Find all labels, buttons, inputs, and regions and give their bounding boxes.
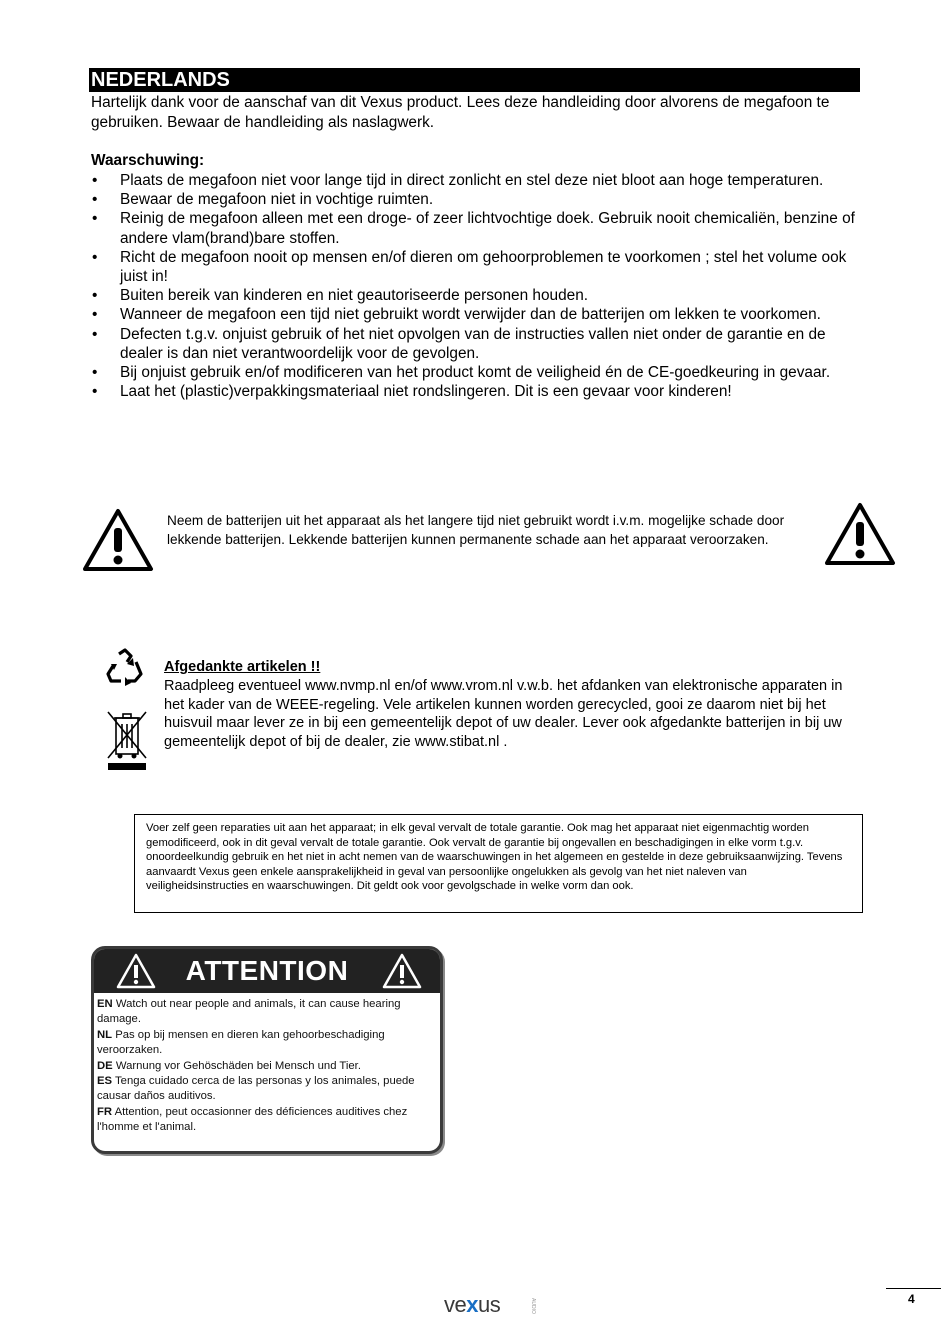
attention-line-text: Attention, peut occasionner des déficiences auditives chez l'homme et l'animal. <box>97 1105 408 1134</box>
warning-item <box>91 286 866 305</box>
warning-item-text: Laat het (plastic)verpakkingsmateriaal niet rondslingeren. Dit is een gevaar voor kinderen! <box>120 383 732 401</box>
logo-small-text: AUDIO <box>530 1298 536 1314</box>
disposal-body: Raadpleeg eventueel www.nvmp.nl en/of www.vrom.nl v.w.b. het afdanken van elektronische apparaten in het kader van de WEEE-regeling. Vele artikelen kunnen worden gerecycled, gooi ze daarom niet bij het huisvuil maar lever ze in bij een gemeentelijk depot of uw dealer. Lever ook afgedankte batterijen in bij uw gemeentelijk depot of bij de dealer, zie www.stibat.nl . <box>164 678 843 750</box>
bullet-icon: • <box>92 325 98 343</box>
section-header-bar <box>89 68 860 92</box>
attention-line-text: Warnung vor Gehöschäden bei Mensch und Tier. <box>115 1059 361 1072</box>
language-code: ES <box>97 1075 113 1088</box>
intro-paragraph: Hartelijk dank voor de aanschaf van dit Vexus product. Lees deze handleiding door alvorens de megafoon te gebruiken. Bewaar de handleiding als naslagwerk. <box>91 94 830 131</box>
attention-line-text: Pas op bij mensen en dieren kan gehoorbeschadiging veroorzaken. <box>97 1028 385 1057</box>
attention-line <box>97 1105 437 1136</box>
warning-item-text: Plaats de megafoon niet voor lange tijd in direct zonlicht en stel deze niet bloot aan hoge temperaturen. <box>120 172 824 189</box>
battery-notice: Neem de batterijen uit het apparaat als het langere tijd niet gebruikt wordt i.v.m. mogelijke schade door lekkende batterijen. Lekkende batterijen kunnen permanente schade aan het apparaat veroorzaken. <box>167 513 785 547</box>
attention-line <box>97 1074 437 1105</box>
disclaimer-text: Voer zelf geen reparaties uit aan het apparaat; in elk geval vervalt de totale garantie. Ook mag het apparaat niet eigenmachtig worden gemodificeerd, ook in dit geval vervalt de totale garantie. Ook vervalt de garantie bij ongevallen en beschadigingen in elke vorm t.g.v. onoordeelkundig gebruik en het niet in acht nemen van de waarschuwingen in het algemeen en gestelde in deze gebruiksaanwijzing. Tevens aanvaardt Vexus geen enkele aansprakelijkheid in geval van persoonlijke ongelukken als gevolg van het niet naleven van veiligheidsinstructies en waarschuwingen. Dit geldt ook voor gevolgschade in welke vorm dan ook. <box>146 822 843 893</box>
page-number: 4 <box>908 1292 915 1306</box>
warning-triangle-icon <box>382 953 422 994</box>
warning-item <box>91 248 866 286</box>
crossed-bin-icon <box>106 708 148 777</box>
warning-item <box>91 209 866 247</box>
recycle-icon <box>105 648 145 691</box>
attention-header <box>94 949 440 993</box>
language-code: DE <box>97 1059 113 1072</box>
bullet-icon: • <box>92 364 98 382</box>
bullet-icon: • <box>92 383 98 401</box>
warning-item-text: Wanneer de megafoon een tijd niet gebruikt wordt verwijder dan de batterijen om lekken te voorkomen. <box>120 306 821 324</box>
disclaimer-box <box>134 814 863 913</box>
warning-item <box>91 190 866 209</box>
warning-item-text: Buiten bereik van kinderen en niet geautoriseerde personen houden. <box>120 287 589 305</box>
warning-item-text: Defecten t.g.v. onjuist gebruik of het niet opvolgen van de instructies vallen niet onder de garantie en de dealer is dan niet verantwoordelijk voor de gevolgen. <box>120 325 826 362</box>
footer-divider <box>886 1288 941 1289</box>
attention-line-text: Tenga cuidado cerca de las personas y los animales, puede causar daños auditivos. <box>97 1075 415 1103</box>
language-code: NL <box>97 1028 113 1041</box>
attention-line <box>97 997 437 1028</box>
bullet-icon: • <box>92 191 98 209</box>
bullet-icon: • <box>92 172 98 189</box>
attention-line <box>97 1028 437 1059</box>
warning-item-text: Bewaar de megafoon niet in vochtige ruimten. <box>120 191 434 209</box>
warning-item-text: Reinig de megafoon alleen met een droge- of zeer lichtvochtige doek. Gebruik nooit chemicaliën, benzine of andere vlam(brand)bare stoffen. <box>120 210 855 247</box>
section-title: NEDERLANDS <box>91 69 230 91</box>
attention-line <box>97 1059 437 1074</box>
bullet-icon: • <box>92 287 98 305</box>
warning-item <box>91 305 866 324</box>
warning-item-text: Bij onjuist gebruik en/of modificeren van het product komt de veiligheid én de CE-goedkeuring in gevaar. <box>120 364 831 382</box>
warning-triangle-icon <box>824 502 896 571</box>
warning-item <box>91 363 866 382</box>
warning-triangle-icon <box>82 508 154 577</box>
bullet-icon: • <box>92 210 98 228</box>
warning-title: Waarschuwing: <box>91 152 205 169</box>
disposal-title: Afgedankte artikelen !! <box>164 659 321 675</box>
bullet-icon: • <box>92 248 98 266</box>
logo-x: x <box>466 1292 478 1317</box>
warning-item <box>91 171 866 190</box>
bullet-icon: • <box>92 306 98 324</box>
warning-list <box>91 171 866 401</box>
language-code: EN <box>97 998 113 1010</box>
warning-item-text: Richt de megafoon nooit op mensen en/of dieren om gehoorproblemen te voorkomen ; stel het volume ook juist in! <box>120 248 847 286</box>
vexus-logo <box>444 1292 536 1318</box>
logo-prefix: ve <box>444 1292 467 1317</box>
warning-item <box>91 325 866 363</box>
attention-lines <box>97 997 437 1136</box>
language-code: FR <box>97 1105 113 1118</box>
warning-item <box>91 382 866 401</box>
attention-title: ATTENTION <box>185 955 349 986</box>
attention-line-text: Watch out near people and animals, it can cause hearing damage. <box>97 998 401 1026</box>
attention-label <box>91 946 443 1154</box>
logo-suffix: us <box>478 1292 501 1317</box>
